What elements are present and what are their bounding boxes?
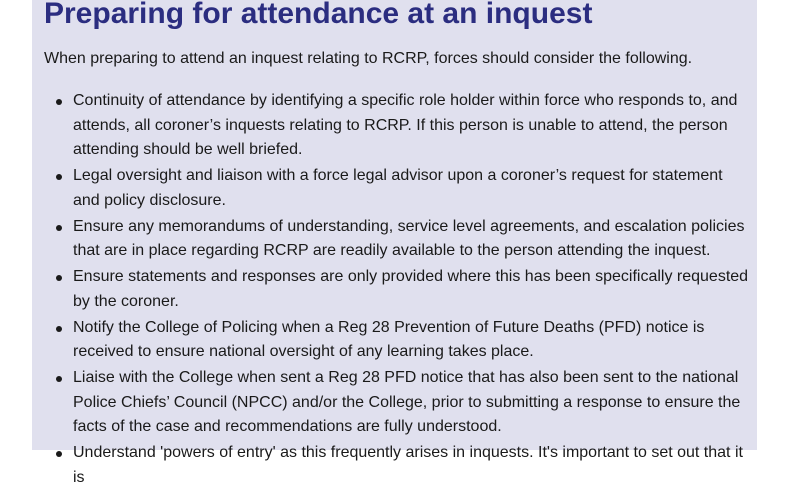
bullet-icon bbox=[56, 376, 62, 382]
bullet-text: Ensure statements and responses are only provided where this has been specifically requested by the coroner. bbox=[73, 268, 749, 310]
bullet-icon bbox=[56, 99, 62, 105]
bullet-text: Understand 'powers of entry' as this frequently arises in inquests. It's important to set out that it is bbox=[73, 444, 743, 486]
bullet-item-liaise-college bbox=[32, 366, 757, 440]
bullet-item-notify-college bbox=[32, 316, 757, 365]
bullet-item-continuity bbox=[32, 89, 757, 163]
intro-paragraph: When preparing to attend an inquest relating to RCRP, forces should consider the following. bbox=[44, 50, 693, 67]
bullet-icon bbox=[56, 174, 62, 180]
bullet-list bbox=[32, 89, 757, 492]
bullet-item-memorandums bbox=[32, 215, 757, 264]
bullet-item-legal-oversight bbox=[32, 164, 757, 213]
bullet-text: Liaise with the College when sent a Reg 28 PFD notice that has also been sent to the national Police Chiefs’ Council (NPCC) and/or the College, prior to submitting a response to ensure the facts of the case and recommendations are fully understood. bbox=[73, 369, 741, 435]
bullet-text: Notify the College of Policing when a Reg 28 Prevention of Future Deaths (PFD) notice is received to ensure national oversight of any learning takes place. bbox=[73, 318, 705, 360]
page-title: Preparing for attendance at an inquest bbox=[44, 0, 593, 30]
bullet-item-statements bbox=[32, 265, 757, 314]
content-panel bbox=[32, 0, 757, 486]
bullet-item-powers-of-entry bbox=[32, 441, 757, 490]
bullet-text: Continuity of attendance by identifying a specific role holder within force who responds to, and attends, all coroner’s inquests relating to RCRP. If this person is unable to attend, the person attending should be well briefed. bbox=[73, 92, 738, 158]
bullet-text: Ensure any memorandums of understanding, service level agreements, and escalation policies that are in place regarding RCRP are readily available to the person attending the inquest. bbox=[73, 217, 745, 259]
bullet-text: Legal oversight and liaison with a force legal advisor upon a coroner’s request for statement and policy disclosure. bbox=[73, 167, 723, 209]
bullet-icon bbox=[56, 326, 62, 332]
bullet-icon bbox=[56, 451, 62, 457]
bullet-icon bbox=[56, 275, 62, 281]
bullet-icon bbox=[56, 225, 62, 231]
